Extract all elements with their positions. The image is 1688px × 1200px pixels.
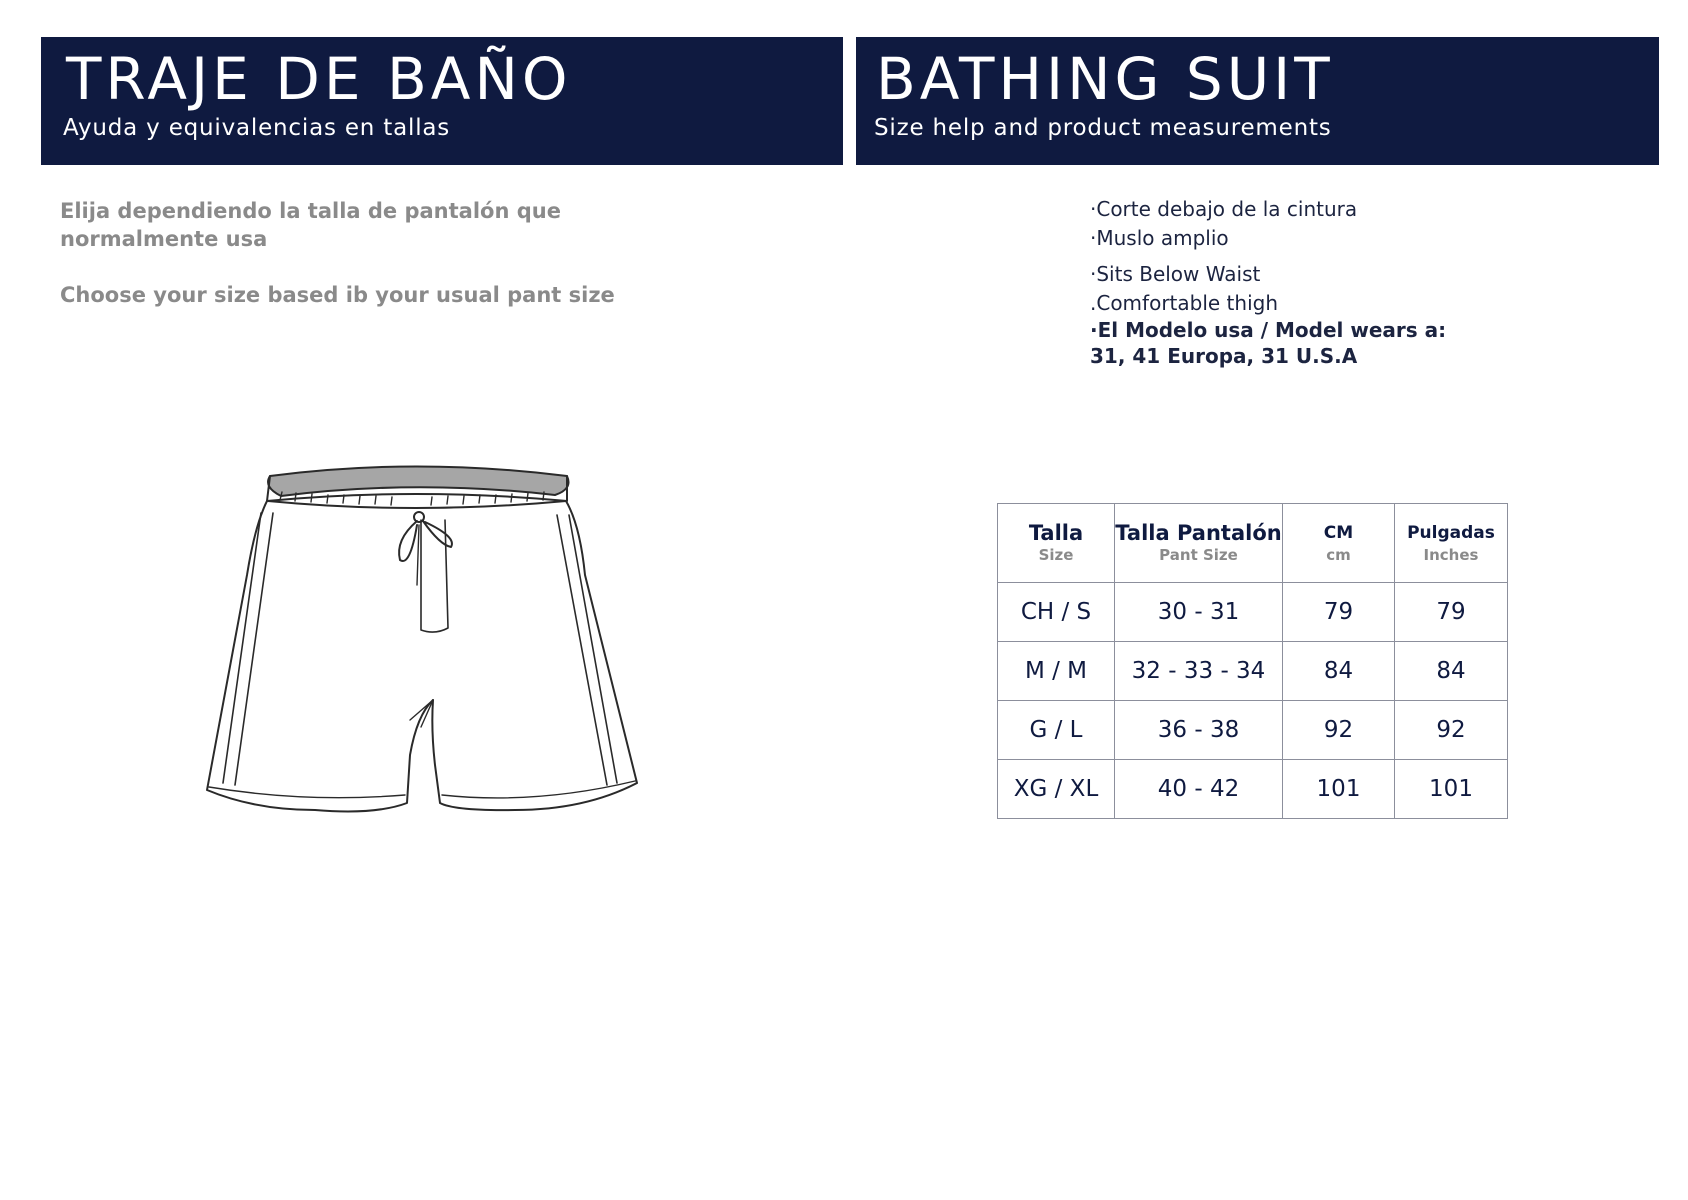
- header-pant-size-sublabel: Pant Size: [1159, 546, 1238, 564]
- header-size-label: Talla: [1028, 521, 1084, 545]
- model-wears-label: ·El Modelo usa / Model wears a:: [1090, 318, 1447, 342]
- size-instructions: [60, 197, 660, 309]
- header-banner-spanish: [41, 37, 843, 165]
- size-table: [997, 503, 1508, 819]
- cell-cm: 79: [1283, 583, 1395, 642]
- cell-pant-size: 36 - 38: [1115, 701, 1283, 760]
- table-row: [998, 583, 1508, 642]
- cell-cm: 84: [1283, 642, 1395, 701]
- instructions-english: Choose your size based ib your usual pant size: [60, 283, 615, 307]
- table-row: [998, 701, 1508, 760]
- instructions-spanish: Elija dependiendo la talla de pantalón que normalmente usa: [60, 199, 561, 251]
- header-inches: [1395, 504, 1508, 583]
- page-title-english: BATHING SUIT: [876, 45, 1334, 113]
- cell-pant-size: 32 - 33 - 34: [1115, 642, 1283, 701]
- page-subtitle-english: Size help and product measurements: [874, 115, 1332, 141]
- cell-pant-size: 30 - 31: [1115, 583, 1283, 642]
- swim-shorts-illustration: [195, 465, 655, 840]
- feature-item: ·Corte debajo de la cintura: [1090, 197, 1358, 221]
- table-row: [998, 760, 1508, 819]
- feature-item: .Comfortable thigh: [1090, 291, 1278, 315]
- cell-size: G / L: [998, 701, 1115, 760]
- header-cm: [1283, 504, 1395, 583]
- cell-inches: 101: [1395, 760, 1508, 819]
- cell-size: XG / XL: [998, 760, 1115, 819]
- header-inches-label: Pulgadas: [1407, 523, 1495, 543]
- cell-inches: 92: [1395, 701, 1508, 760]
- table-header-row: [998, 504, 1508, 583]
- header-size: [998, 504, 1115, 583]
- cell-size: M / M: [998, 642, 1115, 701]
- cell-cm: 92: [1283, 701, 1395, 760]
- header-cm-sublabel: cm: [1326, 546, 1351, 564]
- model-wears-sizes: 31, 41 Europa, 31 U.S.A: [1090, 344, 1358, 368]
- header-inches-sublabel: Inches: [1423, 546, 1479, 564]
- page-subtitle-spanish: Ayuda y equivalencias en tallas: [63, 115, 451, 141]
- header-cm-label: CM: [1323, 523, 1354, 543]
- cell-cm: 101: [1283, 760, 1395, 819]
- header-pant-size-label: Talla Pantalón: [1115, 521, 1282, 545]
- header-size-sublabel: Size: [1038, 546, 1074, 564]
- cell-pant-size: 40 - 42: [1115, 760, 1283, 819]
- table-row: [998, 642, 1508, 701]
- page-title-spanish: TRAJE DE BAÑO: [66, 45, 572, 113]
- feature-item: ·Muslo amplio: [1090, 226, 1229, 250]
- feature-item: ·Sits Below Waist: [1090, 262, 1261, 286]
- cell-inches: 79: [1395, 583, 1508, 642]
- header-banner-english: [856, 37, 1659, 165]
- cell-size: CH / S: [998, 583, 1115, 642]
- header-pant-size: [1115, 504, 1283, 583]
- cell-inches: 84: [1395, 642, 1508, 701]
